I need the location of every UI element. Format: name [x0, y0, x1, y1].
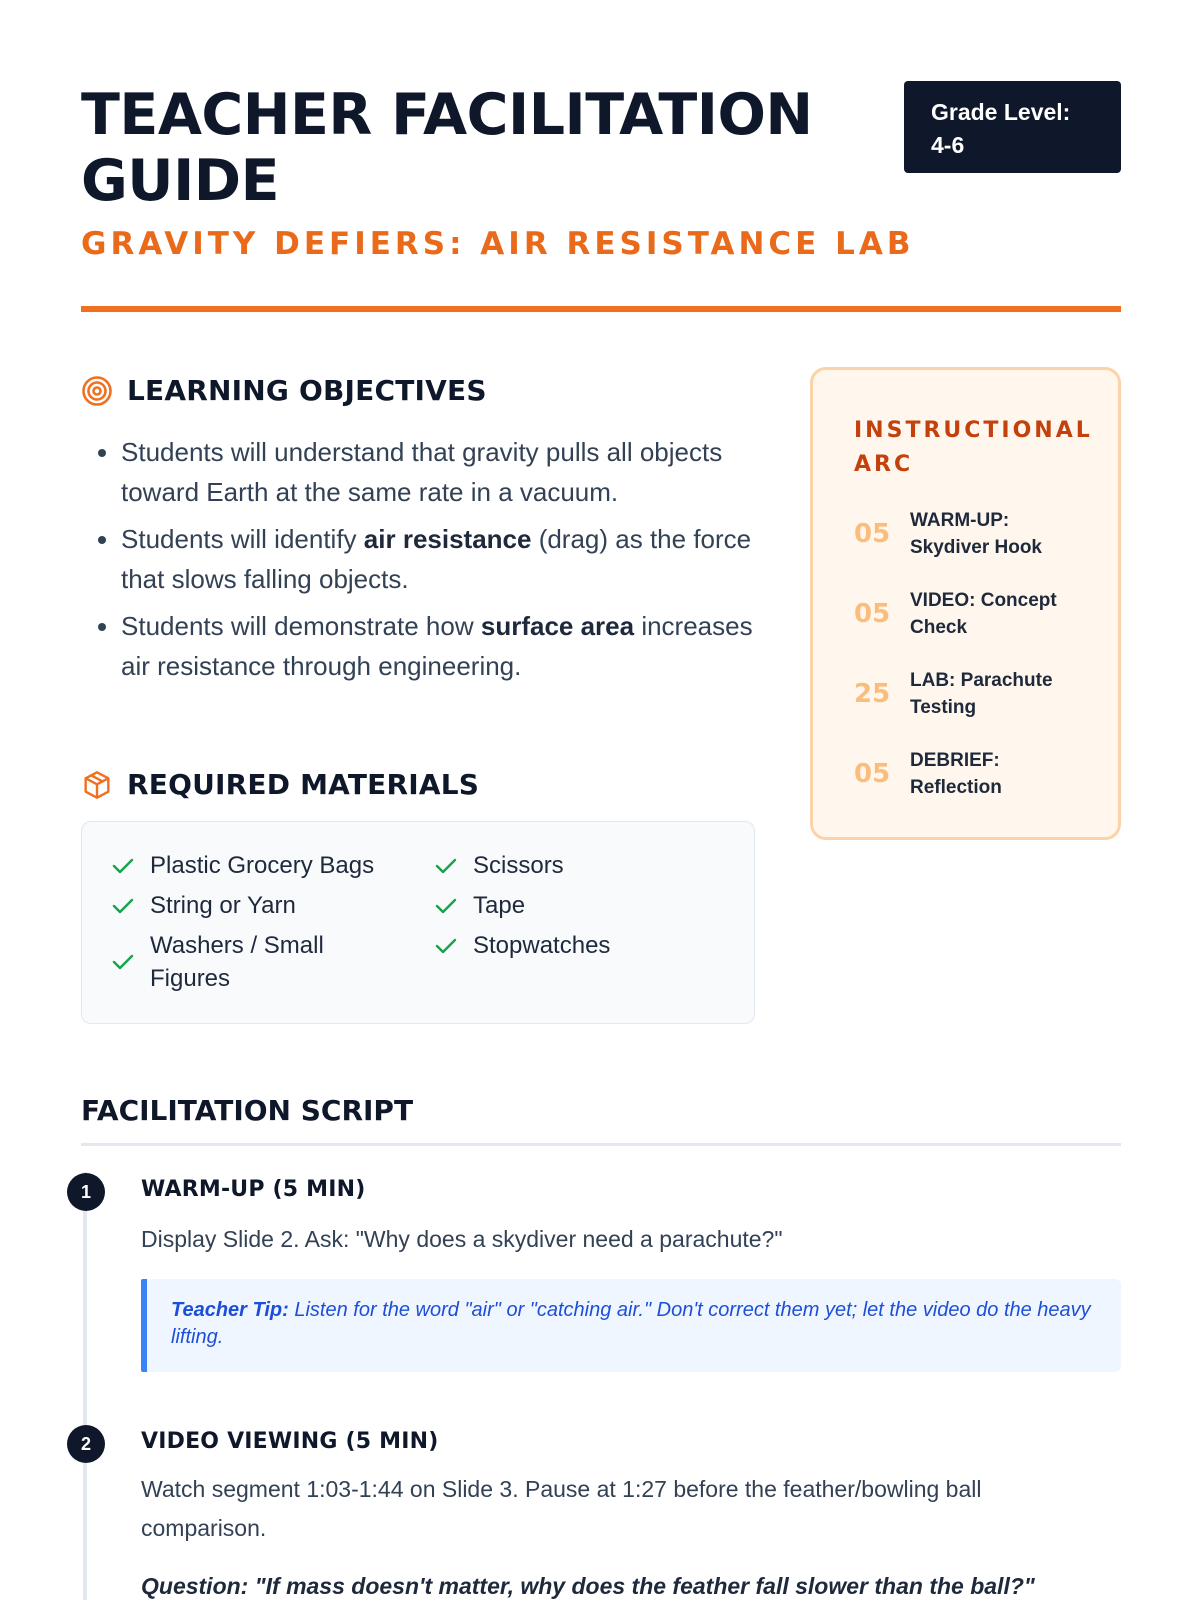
material-label: String or Yarn [150, 892, 296, 919]
material-label: Stopwatches [473, 932, 611, 959]
arc-label: LAB: Parachute Testing [910, 670, 1053, 718]
step-title: WARM-UP (5 MIN) [141, 1177, 366, 1202]
objective-item [121, 432, 781, 512]
objectives-heading: LEARNING OBJECTIVES [127, 374, 487, 407]
objective-keyword: surface area [480, 611, 635, 641]
step-title: VIDEO VIEWING (5 MIN) [141, 1429, 439, 1454]
material-label: Washers / Small Figures [150, 932, 324, 992]
arc-item [854, 507, 1088, 561]
script-divider [81, 1143, 1121, 1146]
objective-item [121, 519, 781, 599]
page-title: TEACHER FACILITATION GUIDE [81, 82, 813, 214]
tip-text: Listen for the word "air" or "catching air." Don't correct them yet; let the video do the heavy lifting. [171, 1299, 1091, 1348]
arc-minutes: 05 [854, 759, 891, 789]
arc-label: DEBRIEF: Reflection [910, 750, 1002, 798]
materials-heading: REQUIRED MATERIALS [127, 768, 480, 801]
check-icon [110, 953, 136, 971]
material-item [110, 929, 350, 995]
grade-level-label: Grade Level: [931, 99, 1071, 125]
objective-text: Students will demonstrate how [121, 611, 481, 641]
objectives-list [81, 432, 781, 693]
step-question: Question: "If mass doesn't matter, why does the feather fall slower than the ball?" [141, 1573, 1035, 1599]
material-item [110, 889, 296, 922]
objective-text: increases air resistance through engineering. [121, 611, 753, 681]
objective-text: Students will identify [121, 524, 364, 554]
box-icon [81, 769, 113, 801]
objectives-header [81, 374, 487, 407]
timeline-line [83, 1172, 87, 1600]
check-icon [433, 937, 459, 955]
material-label: Tape [473, 892, 526, 919]
teacher-tip [141, 1279, 1121, 1372]
objective-text: Students will understand that gravity pulls all objects toward Earth at the same rate in a vacuum. [121, 437, 723, 507]
grade-level-badge [904, 81, 1121, 173]
objective-keyword: air resistance [363, 524, 532, 554]
arc-title: INSTRUCTIONAL ARC [854, 418, 1093, 477]
step-text: Watch segment 1:03-1:44 on Slide 3. Pause at 1:27 before the feather/bowling ball comparison. [141, 1476, 982, 1541]
check-icon [433, 857, 459, 875]
arc-label: WARM-UP: Skydiver Hook [910, 510, 1042, 558]
material-item [110, 849, 374, 882]
step-number-badge: 1 [67, 1173, 105, 1211]
check-icon [110, 897, 136, 915]
objective-text: (drag) as the force that slows falling objects. [121, 524, 752, 594]
arc-item [854, 587, 1088, 641]
material-item [433, 849, 564, 882]
script-heading: FACILITATION SCRIPT [81, 1094, 414, 1127]
instructional-arc-card [810, 367, 1121, 840]
header-divider [81, 306, 1121, 312]
material-label: Plastic Grocery Bags [150, 852, 375, 879]
check-icon [433, 897, 459, 915]
arc-minutes: 25 [854, 679, 891, 709]
step-number-badge: 2 [67, 1425, 105, 1463]
grade-level-value: 4-6 [931, 132, 965, 158]
target-icon [81, 375, 113, 407]
tip-label: Teacher Tip: [171, 1299, 289, 1321]
arc-minutes: 05 [854, 519, 891, 549]
materials-header [81, 768, 479, 801]
arc-minutes: 05 [854, 599, 891, 629]
material-item [433, 889, 525, 922]
step-text: Display Slide 2. Ask: "Why does a skydiver need a parachute?" [141, 1226, 783, 1252]
objective-item [121, 606, 781, 686]
material-item [433, 929, 610, 962]
check-icon [110, 857, 136, 875]
page-subtitle: GRAVITY DEFIERS: AIR RESISTANCE LAB [81, 226, 915, 262]
materials-box [81, 821, 755, 1024]
arc-label: VIDEO: Concept Check [910, 590, 1057, 638]
arc-item [854, 667, 1088, 721]
arc-item [854, 747, 1088, 801]
material-label: Scissors [473, 852, 564, 879]
